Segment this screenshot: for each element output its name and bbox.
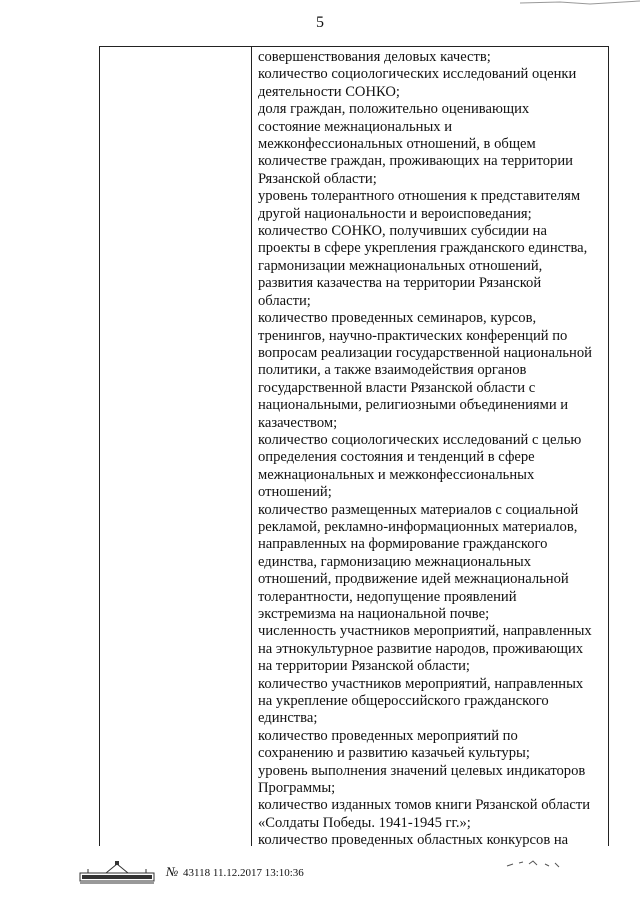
text-line: государственной власти Рязанской области с (258, 379, 536, 396)
text-line: вопросам реализации государственной национальной (258, 344, 592, 361)
text-line: гармонизации межнациональных отношений, (258, 257, 543, 274)
text-line: сохранению и развитию казачьей культуры; (258, 745, 530, 762)
text-line: национальными, религиозными объединениями и (258, 397, 569, 414)
text-line: количество проведенных областных конкурсов на (258, 832, 569, 849)
text-line: рекламой, рекламно-информационных материалов, (258, 518, 578, 535)
text-line: доля граждан, положительно оценивающих (258, 101, 530, 118)
government-building-emblem-icon (78, 860, 156, 884)
text-line: единства, гармонизацию межнациональных (258, 553, 532, 570)
registration-number-datetime: 43118 11.12.2017 13:10:36 (183, 867, 304, 879)
text-line: количество размещенных материалов с социальной (258, 501, 579, 518)
text-line: уровень выполнения значений целевых индикаторов (258, 762, 586, 779)
text-line: толерантности, недопущение проявлений (258, 588, 517, 605)
text-line: количество социологических исследований оценки (258, 66, 577, 83)
text-line: состояние межнациональных и (258, 118, 453, 135)
footer-stamp (78, 860, 304, 884)
text-line: уровень толерантного отношения к представителям (258, 188, 581, 205)
page-number: 5 (316, 14, 324, 31)
text-line: количестве граждан, проживающих на территории (258, 153, 573, 170)
text-line: совершенствования деловых качеств; (258, 49, 491, 65)
number-mark: № (166, 864, 179, 879)
text-line: на территории Рязанской области; (258, 658, 470, 675)
text-line: Рязанской области; (258, 170, 377, 187)
indicator-list (258, 49, 610, 850)
scan-artifact (520, 0, 640, 6)
text-line: единства; (258, 710, 318, 727)
text-line: на этнокультурное развитие народов, проживающих (258, 640, 584, 657)
text-line: численность участников мероприятий, направленных (258, 623, 592, 640)
text-line: «Солдаты Победы. 1941-1945 гг.»; (258, 814, 471, 831)
text-line: политики, а также взаимодействия органов (258, 362, 527, 379)
text-line: определения состояния и тенденций в сфере (258, 449, 535, 466)
text-line: количество проведенных мероприятий по (258, 727, 518, 744)
text-line: проекты в сфере укрепления гражданского единства, (258, 240, 588, 257)
text-line: другой национальности и вероисповедания; (258, 205, 532, 222)
text-line: тренингов, научно-практических конференций по (258, 327, 568, 344)
text-line: количество участников мероприятий, направленных (258, 675, 584, 692)
text-line: количество изданных томов книги Рязанской области (258, 797, 591, 814)
text-line: количество социологических исследований с целью (258, 431, 582, 448)
text-line: казачеством; (258, 414, 338, 431)
text-line: деятельности СОНКО; (258, 83, 400, 100)
text-line: на укрепление общероссийского гражданского (258, 693, 549, 710)
text-line: Программы; (258, 780, 336, 797)
text-line: количество СОНКО, получивших субсидии на (258, 223, 547, 240)
text-line: направленных на формирование гражданского (258, 536, 548, 553)
text-line: развития казачества на территории Рязанской (258, 275, 542, 292)
text-line: отношений, продвижение идей межнациональной (258, 571, 569, 588)
text-line: экстремизма на национальной почве; (258, 606, 490, 622)
column-divider (251, 46, 252, 846)
text-line: области; (258, 292, 311, 309)
scan-artifact-marks (505, 854, 565, 872)
text-line: количество проведенных семинаров, курсов, (258, 310, 537, 327)
text-line: межконфессиональных отношений, в общем (258, 136, 536, 153)
text-line: отношений; (258, 484, 332, 501)
text-line: межнациональных и межконфессиональных (258, 466, 535, 483)
registration-stamp (166, 864, 304, 880)
